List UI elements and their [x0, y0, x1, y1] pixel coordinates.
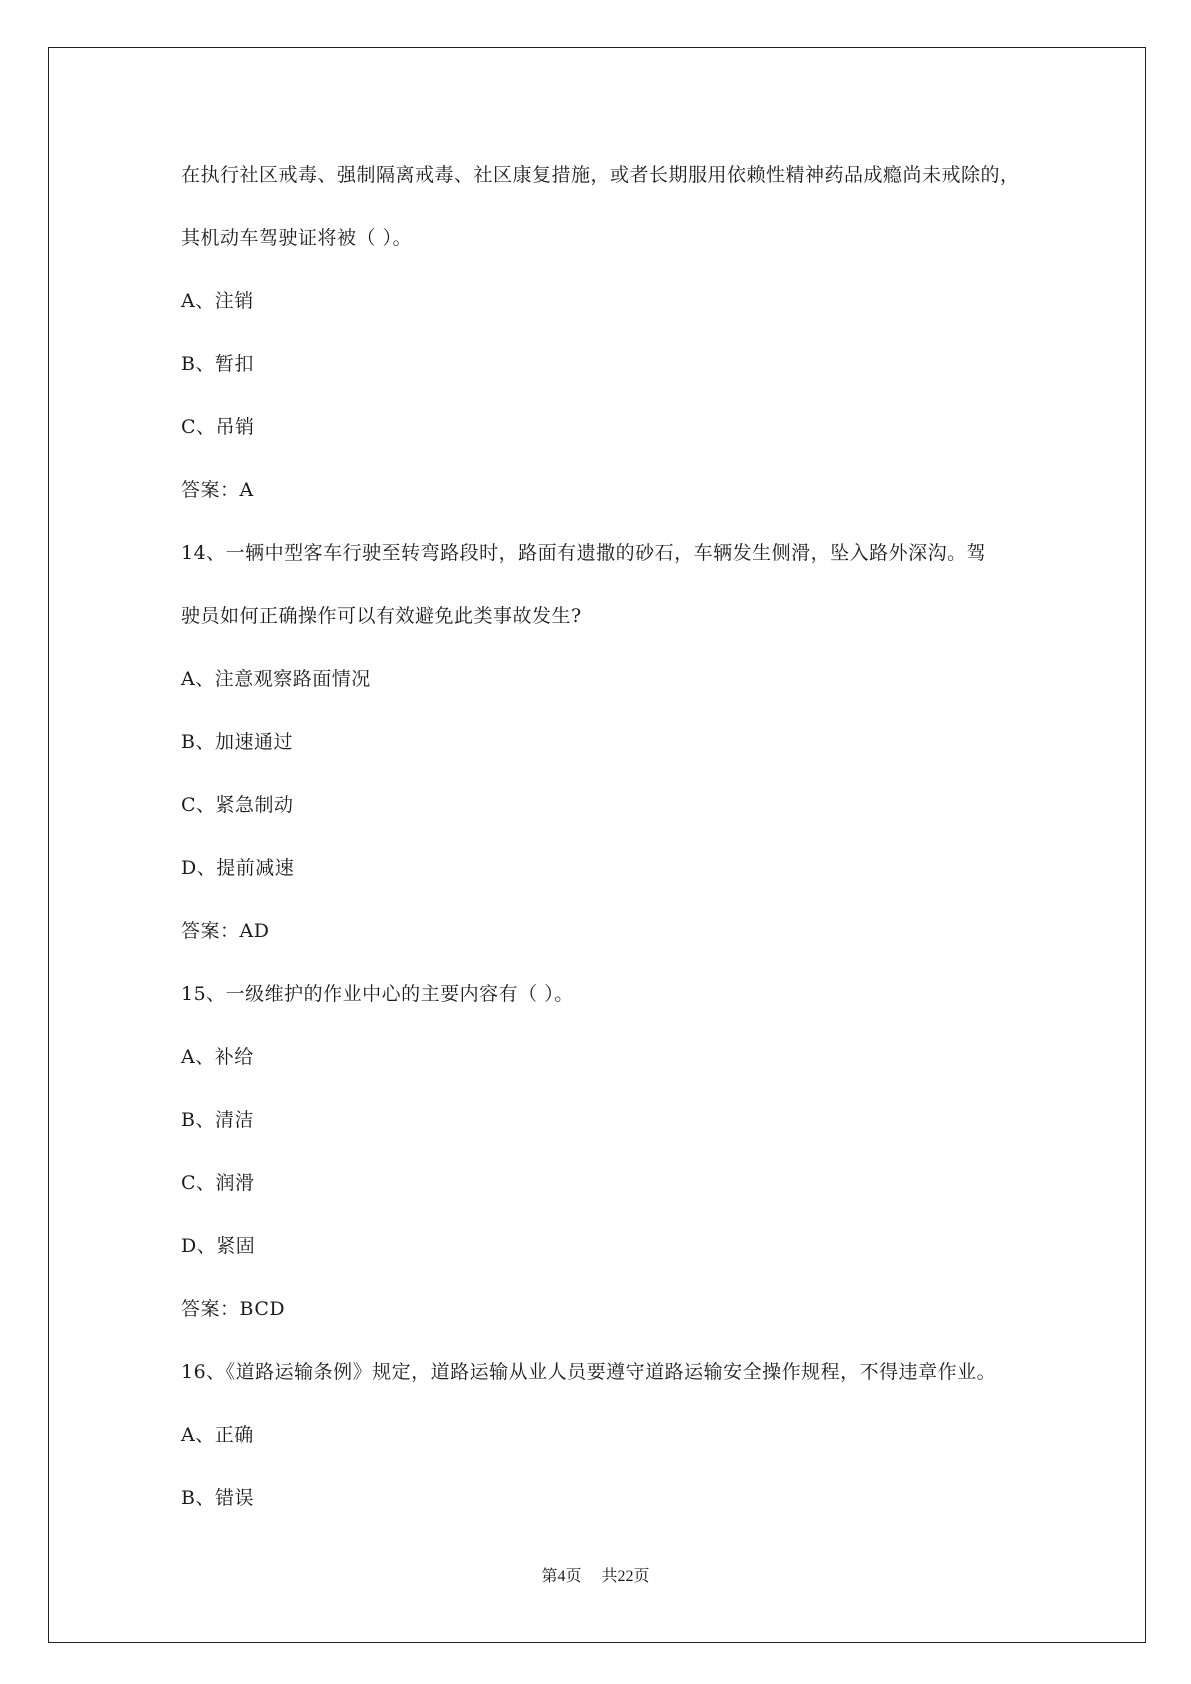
question-13-option-c: C、吊销 — [181, 416, 255, 438]
question-13-answer: 答案：A — [181, 479, 254, 501]
page-total: 共22页 — [601, 1568, 650, 1585]
question-14-text-line-1: 14、一辆中型客车行驶至转弯路段时，路面有遗撒的砂石，车辆发生侧滑，坠入路外深沟。驾 — [181, 542, 987, 564]
question-13-text-line-1: 在执行社区戒毒、强制隔离戒毒、社区康复措施，或者长期服用依赖性精神药品成瘾尚未戒除的， — [181, 164, 1020, 186]
question-16-option-a: A、正确 — [181, 1424, 254, 1446]
question-14-answer: 答案：AD — [181, 920, 270, 942]
question-14-option-a: A、注意观察路面情况 — [181, 668, 371, 690]
question-13-option-a: A、注销 — [181, 290, 254, 312]
question-14-option-c: C、紧急制动 — [181, 794, 294, 816]
question-16-option-b: B、错误 — [181, 1487, 254, 1509]
question-13-option-b: B、暂扣 — [181, 353, 254, 375]
page-footer — [0, 1567, 1191, 1587]
question-15-option-a: A、补给 — [181, 1046, 254, 1068]
question-15-option-b: B、清洁 — [181, 1109, 254, 1131]
page-number: 第4页 — [541, 1568, 582, 1585]
question-14-option-b: B、加速通过 — [181, 731, 293, 753]
question-15-option-d: D、紧固 — [181, 1235, 256, 1257]
question-14-text-line-2: 驶员如何正确操作可以有效避免此类事故发生? — [181, 605, 582, 627]
question-15-text: 15、一级维护的作业中心的主要内容有（ ）。 — [181, 983, 574, 1005]
question-15-answer: 答案：BCD — [181, 1298, 286, 1320]
question-16-text: 16、《道路运输条例》规定，道路运输从业人员要遵守道路运输安全操作规程，不得违章作业。 — [181, 1361, 997, 1383]
question-15-option-c: C、润滑 — [181, 1172, 255, 1194]
page-border — [48, 47, 1146, 1643]
question-14-option-d: D、提前减速 — [181, 857, 295, 879]
question-13-text-line-2: 其机动车驾驶证将被（ ）。 — [181, 227, 413, 249]
